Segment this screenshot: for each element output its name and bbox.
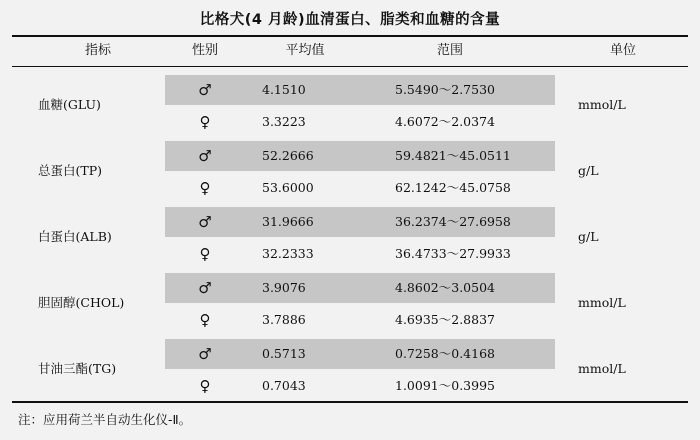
unit-label: g/L (578, 229, 599, 244)
header-indicator: 指标 (84, 43, 111, 58)
indicator-label: 总蛋白(TP) (38, 163, 103, 178)
unit-label: mmol/L (578, 361, 626, 376)
header-rule (12, 66, 688, 67)
header-range: 范围 (436, 43, 463, 58)
female-symbol-icon: ♀ (199, 113, 211, 131)
male-symbol-icon: ♂ (198, 81, 212, 99)
indicator-label: 血糖(GLU) (38, 97, 101, 112)
indicator-label: 甘油三酯(TG) (38, 361, 117, 376)
mean-value: 53.6000 (262, 180, 314, 195)
unit-label: g/L (578, 163, 599, 178)
table-title: 比格犬(4 月龄)血清蛋白、脂类和血糖的含量 (199, 12, 501, 28)
indicator-label: 胆固醇(CHOL) (38, 295, 125, 310)
range-value: 36.4733～27.9933 (395, 246, 511, 261)
mean-value: 31.9666 (262, 214, 314, 229)
mean-value: 3.7886 (262, 312, 306, 327)
bottom-rule (12, 401, 688, 403)
mean-value: 3.3223 (262, 114, 306, 129)
male-symbol-icon: ♂ (198, 345, 212, 363)
header-unit: 单位 (609, 43, 636, 58)
header-mean: 平均值 (285, 43, 325, 58)
female-symbol-icon: ♀ (199, 179, 211, 197)
table-footnote: 注：应用荷兰半自动生化仪-Ⅱ。 (18, 412, 192, 427)
male-symbol-icon: ♂ (198, 147, 212, 165)
header-sex: 性别 (191, 43, 218, 58)
range-value: 4.6072～2.0374 (395, 114, 495, 129)
range-value: 5.5490～2.7530 (395, 82, 495, 97)
range-value: 1.0091～0.3995 (395, 378, 495, 393)
male-symbol-icon: ♂ (198, 213, 212, 231)
range-value: 36.2374～27.6958 (395, 214, 511, 229)
male-symbol-icon: ♂ (198, 279, 212, 297)
female-symbol-icon: ♀ (199, 311, 211, 329)
range-value: 4.8602～3.0504 (395, 280, 495, 295)
range-value: 0.7258～0.4168 (395, 346, 495, 361)
range-value: 4.6935～2.8837 (395, 312, 495, 327)
unit-label: mmol/L (578, 295, 626, 310)
mean-value: 4.1510 (262, 82, 306, 97)
mean-value: 52.2666 (262, 148, 314, 163)
unit-label: mmol/L (578, 97, 626, 112)
indicator-label: 白蛋白(ALB) (38, 229, 112, 244)
mean-value: 32.2333 (262, 246, 314, 261)
mean-value: 0.7043 (262, 378, 306, 393)
female-symbol-icon: ♀ (199, 245, 211, 263)
range-value: 62.1242～45.0758 (395, 180, 511, 195)
mean-value: 0.5713 (262, 346, 306, 361)
female-symbol-icon: ♀ (199, 377, 211, 395)
mean-value: 3.9076 (262, 280, 306, 295)
range-value: 59.4821～45.0511 (395, 148, 511, 163)
